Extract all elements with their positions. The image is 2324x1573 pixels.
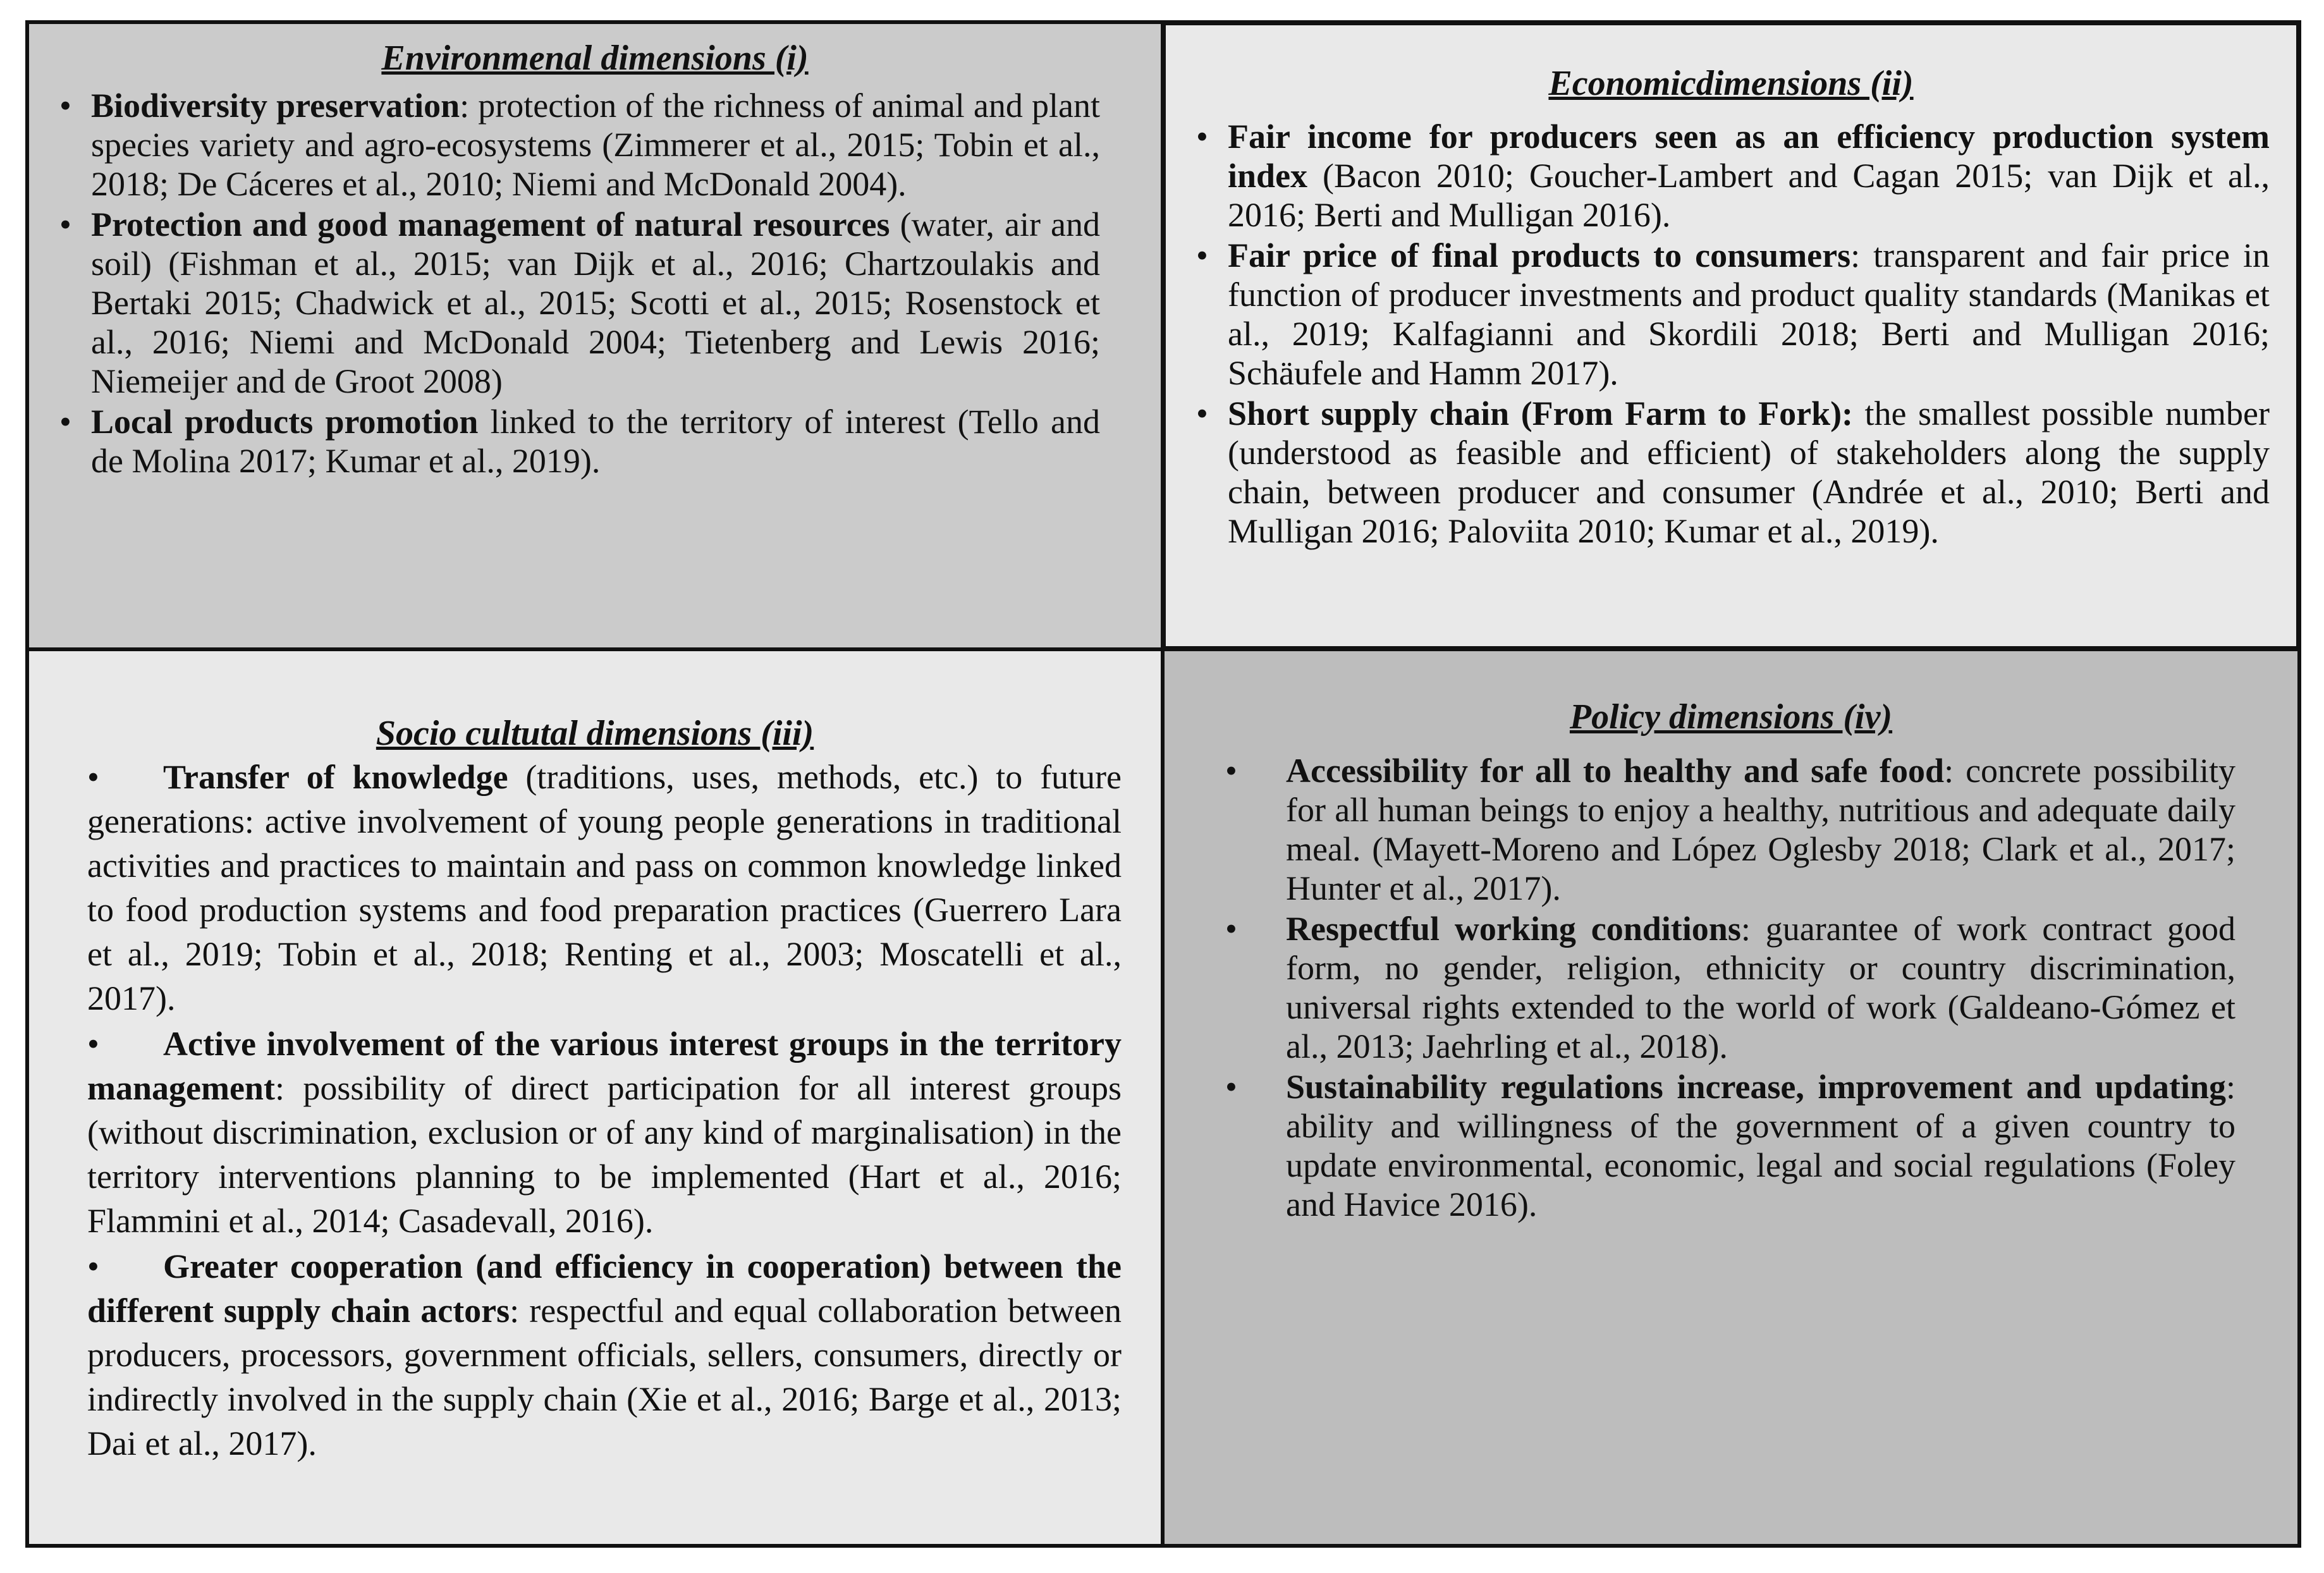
item-text: : guarantee of work contract good form, no gender, religion, ethnicity or country discrimination, universal rights extended to the world of work (Galdeano-Gómez et al., 2013; Jaehrling et al., 2018). [1286,910,2235,1065]
item-text: : ability and willingness of the government of a given country to update environmental, economic, legal and social regulations (Foley and Havice 2016). [1286,1068,2235,1223]
item-heading: Accessibility for all to healthy and safe food [1286,752,1945,790]
list-item [1196,236,2270,393]
item-heading: Fair income for producers seen as an efficiency production system index [1228,118,2270,195]
policy-quadrant [1161,647,2301,1548]
bullet-icon: • [87,1025,99,1063]
bullet-icon: • [59,403,71,441]
item-text: (water, air and soil) (Fishman et al., 2015; van Dijk et al., 2016; Chartzoulakis and Bertaki 2015; Chadwick et al., 2015; Scotti et al., 2015; Rosenstock et al., 2016; Niemi and McDonald 2004; Tietenberg and Lewis 2016; Niemeijer and de Groot 2008) [91,205,1100,400]
item-heading: Protection and good management of natural resources [91,205,890,243]
item-heading: Transfer of knowledge [163,758,508,796]
item-text: : protection of the richness of animal and plant species variety and agro-ecosystems (Zimmerer et al., 2015; Tobin et al., 2018; De Cáceres et al., 2010; Niemi and McDonald 2004). [91,87,1101,203]
bullet-icon: • [1196,236,1208,274]
item-text: : respectful and equal collaboration between producers, processors, government officials, sellers, consumers, directly or indirectly involved in the supply chain (Xie et al., 2016; Barge et al., 2013; Dai et al., 2017). [87,1292,1122,1462]
item-heading: Biodiversity preservation [91,87,460,125]
list-item [1196,117,2270,235]
economic-quadrant [1161,20,2301,651]
list-item [1196,394,2270,551]
economic-list [1196,117,2270,552]
bullet-icon: • [1225,752,1237,790]
item-text: (Bacon 2010; Goucher-Lambert and Cagan 2015; van Dijk et al., 2016; Berti and Mulligan 2016). [1228,157,2270,234]
item-text: (traditions, uses, methods, etc.) to future generations: active involvement of young people generations in traditional activities and practices to maintain and pass on common knowledge linked to food production systems and food preparation practices (Guerrero Lara et al., 2019; Tobin et al., 2018; Renting et al., 2003; Moscatelli et al., 2017). [87,758,1122,1017]
list-item [59,402,1100,480]
sociocultural-title: Socio cultutal dimensions (iii) [376,714,814,753]
item-text: : concrete possibility for all human beings to enjoy a healthy, nutritious and adequate daily meal. (Mayett-Moreno and López Oglesby 2018; Clark et al., 2017; Hunter et al., 2017). [1286,752,2236,907]
policy-list [1225,751,2236,1225]
bullet-icon: • [87,1247,99,1285]
sociocultural-quadrant [25,647,1165,1548]
item-heading: Sustainability regulations increase, improvement and updating [1286,1068,2226,1106]
list-item [1225,909,2235,1066]
environmental-list [59,86,1101,482]
list-item [87,1244,1122,1466]
bullet-icon: • [1225,910,1237,948]
item-text: : transparent and fair price in function of producer investments and product quality standards (Manikas et al., 2019; Kalfagianni and Skordili 2018; Berti and Mulligan 2016; Schäufele and Hamm 2017). [1228,236,2270,392]
environmental-quadrant [25,20,1165,651]
item-text: : possibility of direct participation for all interest groups (without discrimination, exclusion or of any kind of marginalisation) in the territory interventions planning to be implemented (Hart et al., 2016; Flammini et al., 2014; Casadevall, 2016). [87,1069,1122,1240]
list-item [87,755,1122,1020]
item-text: the smallest possible number (understood as feasible and efficient) of stakeholders along the supply chain, between producer and consumer (Andrée et al., 2010; Berti and Mulligan 2016; Paloviita 2010; Kumar et al., 2019). [1228,395,2270,550]
list-item [59,86,1101,204]
bullet-icon: • [1225,1068,1237,1106]
item-text: linked to the territory of interest (Tello and de Molina 2017; Kumar et al., 2019). [91,403,1100,480]
item-heading: Local products promotion [91,403,479,441]
list-item [1225,1067,2235,1224]
list-item [87,1022,1122,1243]
bullet-icon: • [87,758,99,796]
bullet-icon: • [1196,118,1208,156]
list-item [59,205,1100,401]
bullet-icon: • [59,87,71,125]
item-heading: Greater cooperation (and efficiency in cooperation) between the different supply chain actors [87,1247,1122,1330]
economic-title: Economicdimensions (ii) [1548,64,1914,103]
sociocultural-list [87,755,1122,1467]
dimensions-grid [25,20,2301,1548]
bullet-icon: • [1196,395,1208,432]
environmental-title: Environmenal dimensions (i) [381,39,809,78]
bullet-icon: • [59,205,71,243]
item-heading: Fair price of final products to consumers [1228,236,1851,274]
item-heading: Active involvement of the various interest groups in the territory management [87,1025,1122,1107]
list-item [1225,751,2236,908]
item-heading: Respectful working conditions [1286,910,1741,948]
policy-title: Policy dimensions (iv) [1569,697,1893,737]
item-heading: Short supply chain (From Farm to Fork): [1228,395,1854,432]
